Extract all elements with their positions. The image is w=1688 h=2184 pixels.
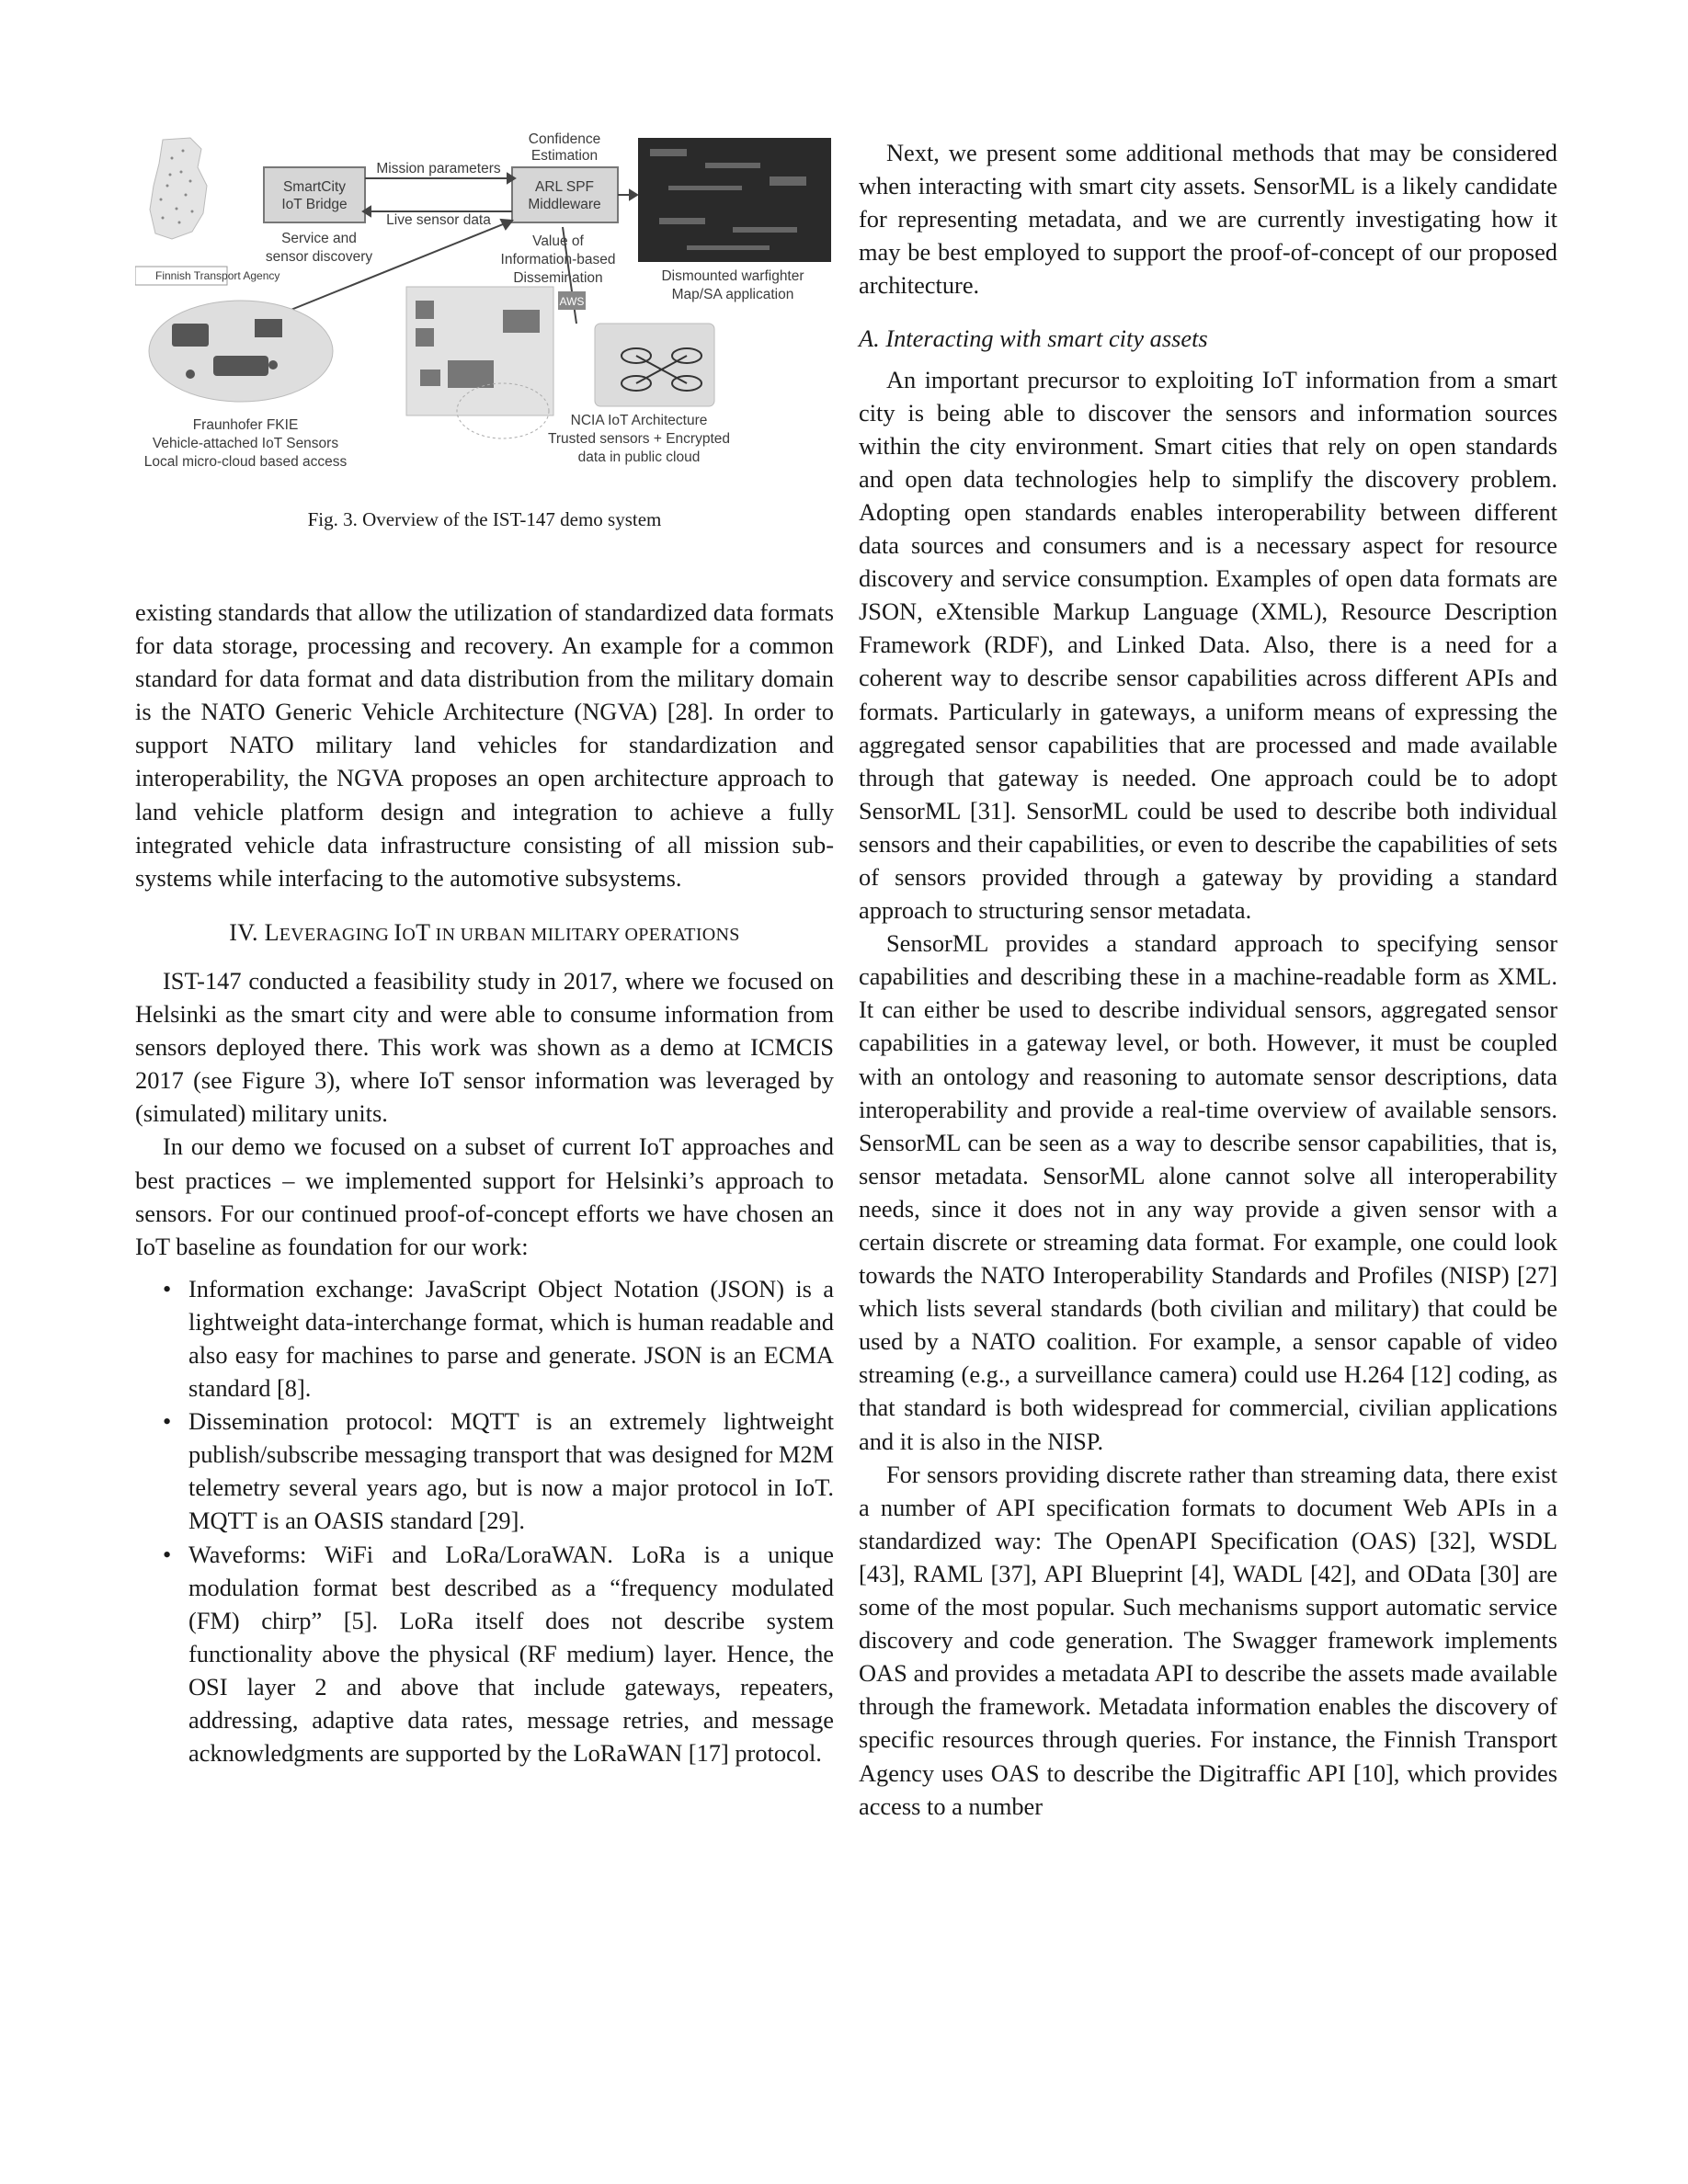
service-label-1: Service and: [281, 231, 357, 246]
section-cap-l: L: [264, 918, 279, 946]
left-paragraph-2: IST-147 conducted a feasibility study in 2017, where we focused on Helsinki as the smart city and were able to consume information from sensors deployed there. This work was shown as a demo at ICMCIS 2017 (see Figure 3), where IoT sensor information was leveraged by (simulated) military units.: [135, 966, 834, 1128]
bullet-dot: •: [163, 1407, 172, 1436]
arl-to-map-arrow: [618, 190, 637, 199]
arl-box: [512, 167, 618, 222]
list-item: [163, 1272, 834, 1405]
figure-caption: Fig. 3. Overview of the IST-147 demo system: [307, 508, 662, 530]
figure-ist147-demo: [135, 131, 834, 489]
subsection-heading-a: A. Interacting with smart city assets: [859, 324, 1208, 353]
value-label-3: Dissemination: [513, 270, 603, 286]
right-column: [859, 136, 1557, 1823]
right-paragraph-3: SensorML provides a standard approach to specifying sensor capabilities and describing these in a machine-readable form as XML. It can either be used to describe individual sensors, aggregated sensor capabilities in a gateway level, or both. However, it must be coupled with an ontology and reasoning to automate sensor descriptions, data interoperability and provide a real-time overview of available sensors. SensorML can be seen as a way to describe sensor capabilities, that is, sensor metadata. SensorML alone cannot solve all interoperability needs, since it does not in any way provide a given sensor with a certain discrete or streaming data format. For example, one could look towards the NATO Interoperability Standards and Profiles (NISP) [27] which lists several standards (both civilian and military) that could be used by a NATO coalition. For example, a sensor capable of video streaming (e.g., a surveillance camera) could use H.264 [12] coding, as that standard is both widespread for commercial, civilian applications and it is also in the NISP.: [859, 929, 1557, 1455]
fraunhofer-label-2: Vehicle-attached IoT Sensors: [152, 436, 339, 451]
ncia-label-1: NCIA IoT Architecture: [570, 413, 708, 428]
fraunhofer-cloud: [149, 301, 333, 402]
smartcity-label-2: IoT Bridge: [281, 197, 348, 212]
right-paragraph-2: An important precursor to exploiting IoT information from a smart city is being able to discover the sensors and information sources within the city environment. Smart cities that rely on open standards and open data technologies help to simplify the discovery problem. Adopting open standards enables interoperability between different data sources and consumers and is a necessary aspect for resource discovery and service consumption. Examples of open data formats are JSON, eXtensible Markup Language (XML), Resource Description Framework (RDF), and Linked Data. Also, there is a need for a coherent way to describe sensor capabilities across different APIs and formats. Particularly in gateways, a uniform means of expressing the aggregated sensor capabilities that are processed and made available through that gateway is needed. One approach could be to adopt SensorML [31]. SensorML could be used to describe both individual sensors and their capabilities, or even to describe the capabilities of sets of sensors provided through a gateway by providing a standard approach to structuring sensor metadata.: [859, 365, 1557, 925]
section-number: IV.: [229, 918, 265, 946]
left-paragraph-3: In our demo we focused on a subset of current IoT approaches and best practices – we implemented support for Helsinki’s approach to sensors. For our continued proof-of-concept efforts we have chosen an IoT baseline as foundation for our work:: [135, 1132, 834, 1260]
bullet-dot: •: [163, 1540, 172, 1568]
baseline-list: [163, 1272, 834, 1769]
right-paragraph-1: Next, we present some additional methods that may be considered when interacting with smart city assets. SensorML is a likely candidate for representing metadata, and we are currently investigating how it may be best employed to support the proof-of-concept of our proposed architecture.: [859, 139, 1557, 300]
value-label-1: Value of: [532, 233, 584, 249]
right-paragraph-4: For sensors providing discrete rather than streaming data, there exist a number of API specification formats to document Web APIs in a standardized way: The OpenAPI Specification (OAS) [32], WSDL [43], RAML [37], API Blueprint [4], WADL [42], and OData [30] are some of the most popular. Such mechanisms support automatic service discovery and code generation. The Swagger framework implements OAS and provides a metadata API to describe the assets made available through the framework. Metadata information enables the discovery of specific resources through queries. For instance, the Finnish Transport Agency uses OAS to describe the Digitraffic API [10], which provides access to a number: [859, 1460, 1557, 1820]
value-label-2: Information-based: [500, 252, 616, 267]
fraunhofer-label-3: Local micro-cloud based access: [143, 454, 348, 470]
fraunhofer-label-1: Fraunhofer FKIE: [192, 417, 299, 433]
aws-label: AWS: [559, 295, 585, 308]
dismounted-label-1: Dismounted warfighter: [661, 268, 804, 284]
estimation-label: Estimation: [530, 148, 599, 164]
arl-label-2: Middleware: [528, 197, 601, 212]
section-word-everaging: EVERAGING: [279, 924, 394, 945]
smartcity-label-1: SmartCity: [282, 179, 347, 195]
section-cap-t: T: [416, 918, 431, 946]
section-rest: IN URBAN MILITARY OPERATIONS: [430, 924, 740, 945]
warfighter-map-image: [638, 138, 831, 262]
section-small-o: O: [402, 924, 416, 945]
list-item-text: Waveforms: WiFi and LoRa/LoraWAN. LoRa is a unique modulation format best described as a “frequency modulated (FM) chirp” [5]. LoRa itself does not describe system functionality above the physical (RF medium) layer. Hence, the OSI layer 2 and above that include gateways, repeaters, addressing, adaptive data rates, message retries, and message acknowledgments are supported by the LoRaWAN [17] protocol.: [188, 1540, 834, 1768]
section-heading-iv: [135, 916, 834, 951]
system-overview-diagram: [135, 131, 834, 489]
mission-parameters-label: Mission parameters: [376, 161, 501, 176]
list-item-text: Dissemination protocol: MQTT is an extremely lightweight publish/subscribe messaging transport that was designed for M2M telemetry several years ago, but is now a major protocol in IoT. MQTT is an OASIS standard [29].: [188, 1407, 834, 1535]
list-item-text: Information exchange: JavaScript Object Notation (JSON) is a lightweight data-interchange format, which is human readable and also easy for machines to parse and generate. JSON is an ECMA standard [8].: [188, 1274, 834, 1403]
list-item: [163, 1538, 834, 1770]
ncia-label-3: data in public cloud: [577, 449, 701, 465]
dismounted-label-2: Map/SA application: [671, 287, 794, 302]
live-sensor-data-label: Live sensor data: [386, 212, 491, 228]
arl-label-1: ARL SPF: [534, 179, 595, 195]
list-item: [163, 1405, 834, 1537]
section-cap-i: I: [393, 918, 403, 946]
finland-map: [150, 138, 207, 239]
service-label-2: sensor discovery: [265, 249, 373, 265]
bullet-dot: •: [163, 1274, 172, 1302]
smartcity-box: [264, 167, 365, 222]
confidence-label: Confidence: [528, 131, 601, 147]
left-column: [135, 596, 834, 1769]
finnish-transport-label: Finnish Transport Agency: [155, 269, 280, 282]
ncia-label-2: Trusted sensors + Encrypted: [547, 431, 731, 447]
left-paragraph-1: existing standards that allow the utilization of standardized data formats for data storage, processing and recovery. An example for a common standard for data format and data distribution from the military domain is the NATO Generic Vehicle Architecture (NGVA) [28]. In order to support NATO military land vehicles for standardization and interoperability, the NGVA proposes an open architecture approach to land vehicle platform design and integration to achieve a fully integrated vehicle data infrastructure consisting of all mission sub-systems while interfacing to the automotive subsystems.: [135, 598, 834, 892]
